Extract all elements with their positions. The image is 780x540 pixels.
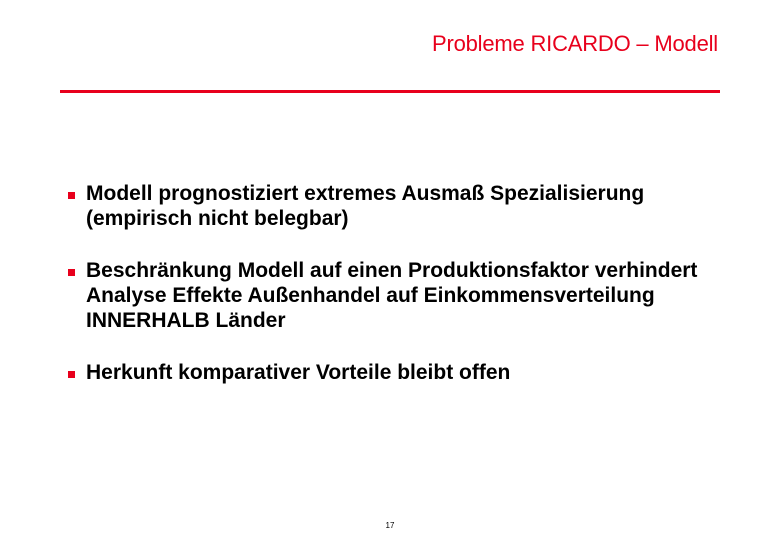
- bullet-text: Herkunft komparativer Vorteile bleibt offen: [86, 361, 511, 384]
- square-bullet-icon: [68, 192, 75, 199]
- bullet-item: [68, 360, 748, 385]
- square-bullet-icon: [68, 371, 75, 378]
- page-number: 17: [385, 521, 395, 530]
- slide-title: Probleme RICARDO – Modell: [432, 31, 718, 56]
- bullet-text: Beschränkung Modell auf einen Produktionsfaktor verhindert Analyse Effekte Außenhandel auf Einkommensverteilung INNERHALB Länder: [86, 259, 698, 332]
- bullet-item: [68, 181, 748, 231]
- square-bullet-icon: [68, 269, 75, 276]
- bullet-item: [68, 258, 748, 333]
- title-underline: [60, 90, 720, 93]
- bullet-text: Modell prognostiziert extremes Ausmaß Spezialisierung (empirisch nicht belegbar): [86, 182, 645, 230]
- bullet-list: [68, 181, 748, 412]
